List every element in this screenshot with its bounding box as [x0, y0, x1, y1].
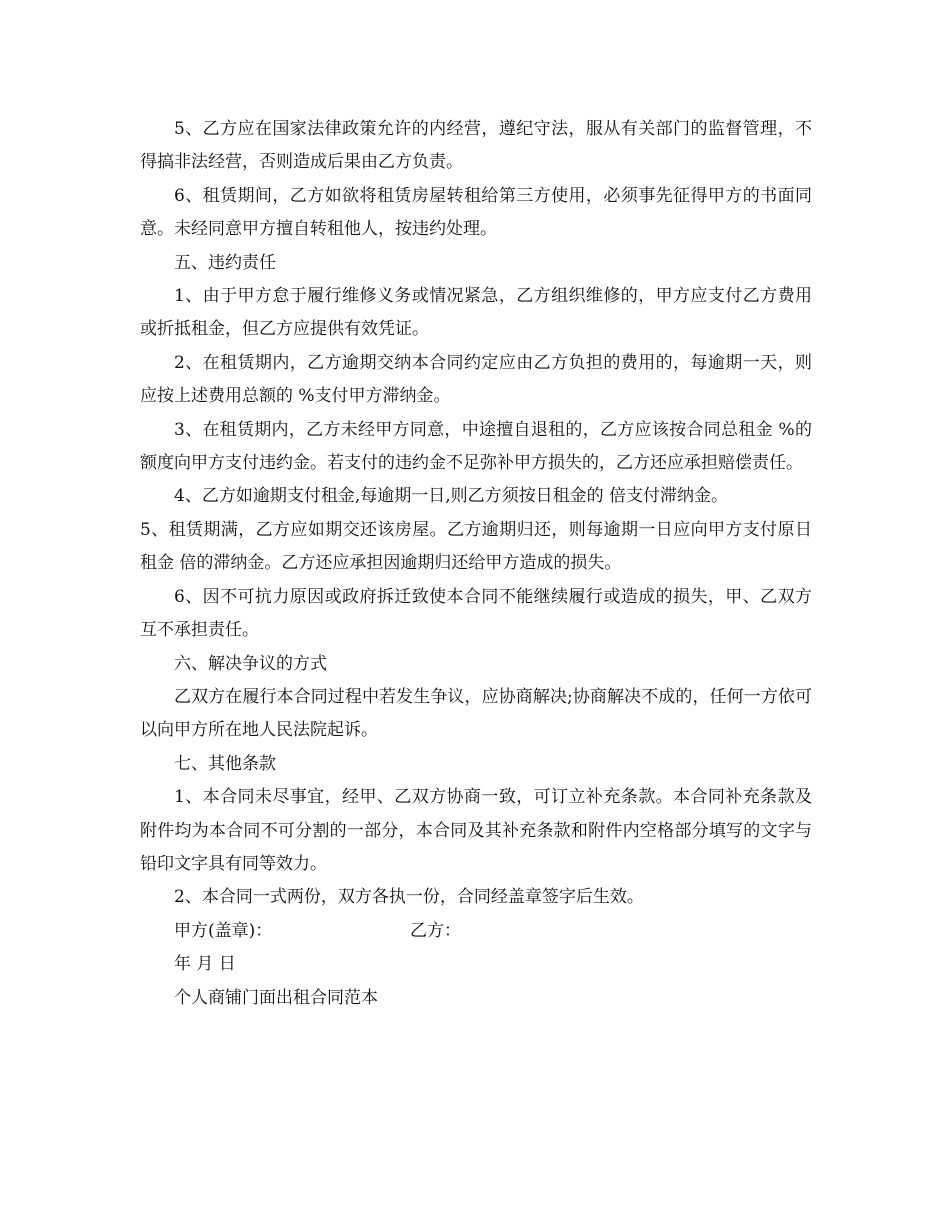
clause-paragraph: 乙双方在履行本合同过程中若发生争议，应协商解决;协商解决不成的，任何一方依可以向甲方所在地人民法院起诉。 — [140, 686, 812, 741]
clause-paragraph: 3、在租赁期内，乙方未经甲方同意，中途擅自退租的，乙方应该按合同总租金 %的额度向甲方支付违约金。若支付的违约金不足弥补甲方损失的，乙方还应承担赔偿责任。 — [140, 419, 812, 474]
clause-paragraph: 6、因不可抗力原因或政府拆迁致使本合同不能继续履行或造成的损失，甲、乙双方互不承担责任。 — [140, 586, 812, 641]
clause-paragraph: 5、租赁期满，乙方应如期交还该房屋。乙方逾期归还，则每逾期一日应向甲方支付原日租金 倍的滞纳金。乙方还应承担因逾期归还给甲方造成的损失。 — [140, 519, 812, 574]
signature-row — [140, 915, 812, 948]
next-document-title: 个人商铺门面出租合同范本 — [174, 987, 378, 1008]
section-heading: 六、解决争议的方式 — [174, 653, 327, 674]
clause-paragraph: 1、本合同未尽事宜，经甲、乙双方协商一致，可订立补充条款。本合同补充条款及附件均为本合同不可分割的一部分，本合同及其补充条款和附件内空格部分填写的文字与铅印文字具有同等效力。 — [140, 787, 812, 874]
section-heading: 七、其他条款 — [174, 753, 276, 774]
clause-paragraph: 1、由于甲方怠于履行维修义务或情况紧急，乙方组织维修的，甲方应支付乙方费用或折抵租金，但乙方应提供有效凭证。 — [140, 286, 812, 340]
clause-paragraph: 5、乙方应在国家法律政策允许的内经营，遵纪守法，服从有关部门的监督管理，不得搞非法经营，否则造成后果由乙方负责。 — [140, 119, 812, 173]
party-b-signature: 乙方： — [410, 920, 461, 941]
clause-paragraph: 2、在租赁期内，乙方逾期交纳本合同约定应由乙方负担的费用的，每逾期一天，则应按上述费用总额的 %支付甲方滞纳金。 — [140, 352, 812, 407]
clause-paragraph: 6、租赁期间，乙方如欲将租赁房屋转租给第三方使用，必须事先征得甲方的书面同意。未经同意甲方擅自转租他人，按违约处理。 — [140, 185, 812, 240]
clause-paragraph: 4、乙方如逾期支付租金,每逾期一日,则乙方须按日租金的 倍支付滞纳金。 — [174, 486, 729, 507]
party-a-signature: 甲方(盖章)： — [174, 920, 273, 941]
section-heading: 五、违约责任 — [174, 252, 276, 273]
date-line: 年 月 日 — [174, 954, 236, 975]
clause-paragraph: 2、本合同一式两份，双方各执一份，合同经盖章签字后生效。 — [174, 887, 644, 908]
document-body — [140, 113, 812, 1015]
